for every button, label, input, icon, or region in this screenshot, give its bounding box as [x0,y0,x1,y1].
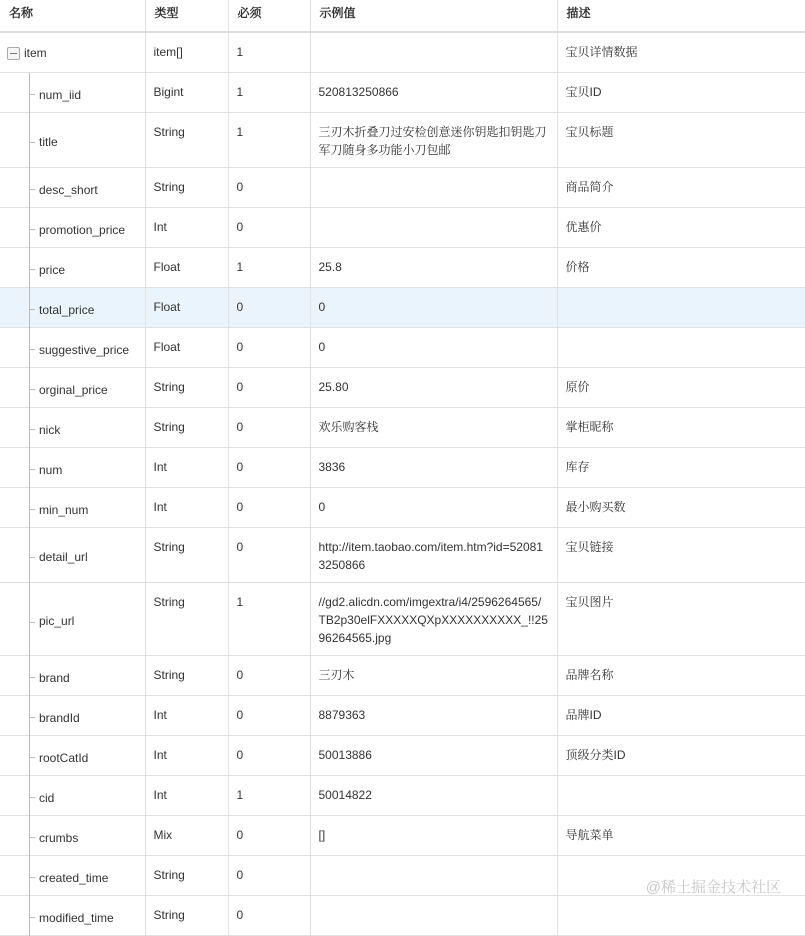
cell-example [310,896,557,936]
tree-branch [30,389,35,390]
watermark: @稀土掘金技术社区 [645,879,781,896]
tree-branch [30,917,35,918]
cell-required: 0 [228,368,310,408]
tree-branch [30,229,35,230]
tree-line [29,168,30,208]
cell-name [0,328,145,368]
cell-required: 0 [228,488,310,528]
tree-line [29,408,30,448]
cell-required: 0 [228,656,310,696]
table-header [0,0,805,32]
cell-required: 0 [228,288,310,328]
tree-line [29,856,30,896]
tree-branch [30,877,35,878]
cell-example: 520813250866 [310,73,557,113]
cell-type: String [145,368,228,408]
cell-type: Bigint [145,73,228,113]
cell-example [310,856,557,896]
cell-name [0,248,145,288]
field-name: modified_time [39,910,114,925]
field-name: cid [39,790,55,805]
table-row[interactable] [0,488,805,528]
cell-example: [] [310,816,557,856]
cell-description: 品牌ID [557,696,805,736]
tree-line [29,368,30,408]
tree-branch [30,189,35,190]
cell-description: 掌柜昵称 [557,408,805,448]
cell-example [310,208,557,248]
field-name: detail_url [39,550,88,564]
cell-type: String [145,408,228,448]
cell-name [0,73,145,113]
cell-example: 0 [310,288,557,328]
cell-name [0,32,145,73]
cell-description: 宝贝图片 [557,583,805,656]
cell-name [0,208,145,248]
cell-required: 1 [228,248,310,288]
cell-description [557,328,805,368]
tree-branch [30,557,35,558]
cell-type: String [145,856,228,896]
cell-type: String [145,113,228,168]
tree-branch [30,94,35,95]
cell-name [0,896,145,936]
field-name: num [39,462,63,477]
cell-required: 1 [228,776,310,816]
cell-required: 0 [228,208,310,248]
cell-name [0,696,145,736]
table-row[interactable] [0,816,805,856]
table-row[interactable] [0,696,805,736]
cell-example: 8879363 [310,696,557,736]
cell-example: 欢乐购客栈 [310,408,557,448]
field-name: brand [39,670,70,685]
cell-description: 原价 [557,368,805,408]
tree-line [29,656,30,696]
header-required: 必须 [228,0,310,32]
table-row[interactable] [0,583,805,656]
tree-branch [30,469,35,470]
tree-line [29,696,30,736]
table-row[interactable] [0,208,805,248]
cell-name [0,528,145,583]
cell-description: 库存 [557,448,805,488]
cell-name [0,736,145,776]
cell-type: Int [145,448,228,488]
cell-description: 优惠价 [557,208,805,248]
tree-line [29,208,30,248]
cell-example: 25.8 [310,248,557,288]
cell-name [0,583,145,656]
cell-description: 最小购买数 [557,488,805,528]
table-row[interactable] [0,113,805,168]
cell-name [0,408,145,448]
field-name: total_price [39,302,95,317]
cell-name [0,816,145,856]
field-name: crumbs [39,830,79,845]
table-row[interactable] [0,73,805,113]
cell-description: 宝贝详情数据 [557,32,805,73]
cell-example: 3836 [310,448,557,488]
field-name: promotion_price [39,222,126,237]
cell-example: //gd2.alicdn.com/imgextra/i4/2596264565/TB2p30elFXXXXXQXpXXXXXXXXXX_!!2596264565.jpg [310,583,557,656]
table-row[interactable] [0,656,805,696]
table-row[interactable] [0,328,805,368]
cell-type: item[] [145,32,228,73]
cell-type: String [145,896,228,936]
cell-type: Float [145,248,228,288]
cell-type: String [145,528,228,583]
cell-name [0,113,145,168]
tree-branch [30,622,35,623]
cell-description: 品牌名称 [557,656,805,696]
field-name: nick [39,422,61,437]
cell-example: 0 [310,328,557,368]
table-row[interactable] [0,896,805,936]
cell-example: 50014822 [310,776,557,816]
cell-required: 0 [228,816,310,856]
field-name: brandId [39,710,80,725]
cell-name [0,488,145,528]
tree-line [29,816,30,856]
cell-required: 0 [228,168,310,208]
cell-example: 25.80 [310,368,557,408]
table-row[interactable] [0,528,805,583]
cell-type: Int [145,776,228,816]
cell-required: 0 [228,856,310,896]
tree-line [29,248,30,288]
cell-description: 宝贝ID [557,73,805,113]
cell-type: String [145,168,228,208]
tree-branch [30,142,35,143]
tree-branch [30,349,35,350]
header-description: 描述 [557,0,805,32]
cell-required: 0 [228,408,310,448]
field-name: desc_short [39,182,98,197]
field-name: num_iid [39,87,82,102]
field-name: item [24,45,47,60]
cell-name [0,368,145,408]
table-row[interactable] [0,168,805,208]
cell-example: http://item.taobao.com/item.htm?id=520813250866 [310,528,557,583]
cell-example: 三刃木折叠刀过安检创意迷你钥匙扣钥匙刀军刀随身多功能小刀包邮 [310,113,557,168]
cell-example: 0 [310,488,557,528]
field-name: price [39,262,66,277]
tree-line [29,73,30,113]
table-row[interactable] [0,776,805,816]
cell-type: Int [145,208,228,248]
cell-type: Float [145,288,228,328]
field-name: created_time [39,870,109,885]
cell-required: 0 [228,528,310,583]
cell-required: 1 [228,32,310,73]
cell-required: 0 [228,328,310,368]
cell-example [310,32,557,73]
tree-branch [30,269,35,270]
field-name: title [39,135,58,149]
cell-type: String [145,656,228,696]
cell-type: Mix [145,816,228,856]
cell-description: 导航菜单 [557,816,805,856]
cell-description: 价格 [557,248,805,288]
cell-required: 0 [228,896,310,936]
cell-type: Int [145,696,228,736]
tree-line [29,113,30,168]
tree-branch [30,677,35,678]
cell-description: 顶级分类ID [557,736,805,776]
field-name: orginal_price [39,382,108,397]
table-row[interactable] [0,448,805,488]
tree-line [29,288,30,328]
tree-branch [30,797,35,798]
cell-type: Int [145,736,228,776]
tree-branch [30,509,35,510]
cell-example: 50013886 [310,736,557,776]
tree-branch [30,309,35,310]
cell-required: 1 [228,73,310,113]
tree-branch [30,757,35,758]
tree-line [29,736,30,776]
cell-required: 0 [228,448,310,488]
field-name: min_num [39,502,89,517]
cell-name [0,856,145,896]
tree-line [29,776,30,816]
cell-type: Int [145,488,228,528]
collapse-toggle-icon[interactable] [7,47,20,60]
table-row[interactable] [0,368,805,408]
cell-name [0,656,145,696]
header-type: 类型 [145,0,228,32]
cell-type: String [145,583,228,656]
table-body [0,32,805,936]
tree-line [29,448,30,488]
cell-type: Float [145,328,228,368]
cell-description [557,776,805,816]
table-row[interactable] [0,408,805,448]
cell-name [0,776,145,816]
tree-line [29,528,30,583]
tree-line [29,583,30,656]
cell-example: 三刃木 [310,656,557,696]
table-row[interactable] [0,32,805,73]
tree-branch [30,837,35,838]
table-row[interactable] [0,736,805,776]
tree-branch [30,717,35,718]
cell-description: 商品简介 [557,168,805,208]
cell-required: 0 [228,736,310,776]
table-row[interactable] [0,288,805,328]
field-name: suggestive_price [39,342,130,357]
cell-example [310,168,557,208]
cell-required: 0 [228,696,310,736]
cell-name [0,288,145,328]
cell-description: 宝贝标题 [557,113,805,168]
header-example: 示例值 [310,0,557,32]
tree-line [29,896,30,936]
field-name: rootCatId [39,750,89,765]
tree-line [29,488,30,528]
cell-required: 1 [228,113,310,168]
cell-description [557,288,805,328]
cell-name [0,448,145,488]
tree-branch [30,429,35,430]
table-row[interactable] [0,248,805,288]
cell-name [0,168,145,208]
cell-description: 宝贝链接 [557,528,805,583]
header-name: 名称 [0,0,145,32]
cell-description [557,896,805,936]
field-name: pic_url [39,614,75,628]
tree-line [29,328,30,368]
cell-required: 1 [228,583,310,656]
